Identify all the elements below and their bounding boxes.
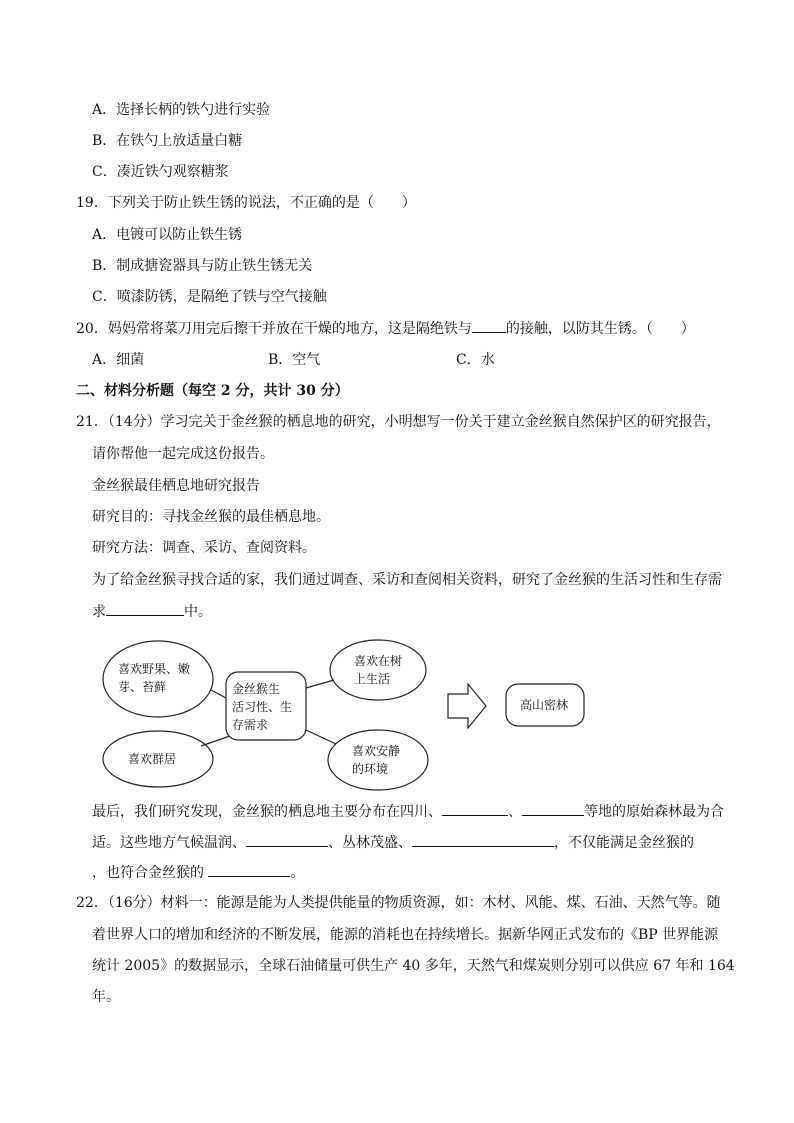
node-food-label: [118, 660, 190, 696]
node-quiet-line1: 喜欢安静: [352, 744, 401, 758]
report-title: 金丝猴最佳栖息地研究报告: [92, 478, 260, 494]
q21-blank-4[interactable]: [246, 832, 328, 847]
research-purpose: 研究目的：寻找金丝猴的最佳栖息地。: [92, 509, 330, 525]
q21-para2-after: 中。: [184, 604, 212, 620]
q18-option-b: B．在铁勺上放适量白糖: [92, 133, 243, 149]
q19-stem: 19．下列关于防止铁生锈的说法，不正确的是（ ）: [76, 195, 416, 211]
center-line3: 存需求: [232, 718, 269, 732]
node-food-line1: 喜欢野果、嫩: [118, 662, 191, 676]
q20-option-a: A．细菌: [92, 352, 145, 368]
section-title: 二、材料分析题（每空 2 分，共计 30 分）: [76, 383, 349, 399]
concl1-sep: 、: [508, 804, 522, 820]
q19-option-b: B．制成搪瓷器具与防止铁生锈无关: [92, 258, 313, 274]
concl3-after: 。: [290, 865, 305, 881]
q20-option-c: C．水: [456, 352, 495, 368]
q21-paragraph1: 为了给金丝猴寻找合适的家，我们通过调查、采访和查阅相关资料，研究了金丝猴的生活习性和生存需: [92, 572, 722, 588]
node-quiet-line2: 的环境: [352, 762, 389, 776]
research-method: 研究方法：调查、采访、查阅资料。: [92, 540, 316, 556]
q20-option-b: B．空气: [268, 352, 321, 368]
q21-blank-3[interactable]: [522, 801, 584, 816]
node-tree-label: [354, 652, 402, 688]
q20-stem-after: 的接触，以防其生锈。（ ）: [505, 321, 695, 337]
q21-conclusion-line3: [92, 862, 304, 883]
concl1-after: 等地的原始森林最为合: [584, 804, 724, 820]
q22-line4: 年。: [92, 989, 120, 1005]
center-node-label: [232, 680, 292, 734]
q18-option-a: A．选择长柄的铁勺进行实验: [92, 102, 271, 118]
node-quiet-label: [352, 742, 400, 778]
arrow-icon: [448, 684, 486, 728]
q22-line3: 统计 2005》的数据显示，全球石油储量可供生产 40 多年，天然气和煤炭则分别可以供应 67 年和 164: [92, 958, 735, 974]
concl3-before: ，也符合金丝猴的: [92, 865, 209, 881]
center-line1: 金丝猴生: [232, 682, 281, 696]
q19-option-c: C．喷漆防锈，是隔绝了铁与空气接触: [92, 289, 327, 305]
center-line2: 活习性、生: [232, 700, 293, 714]
q22-line2: 着世界人口的增加和经济的不断发展，能源的消耗也在持续增长。据新华网正式发布的《BP 世界能源: [92, 927, 719, 943]
node-tree-line1: 喜欢在树: [354, 654, 403, 668]
q20-stem-before: 20．妈妈常将菜刀用完后擦干并放在干燥的地方，这是隔绝铁与: [76, 321, 472, 337]
q21-para2-before: 求: [92, 604, 106, 620]
concl2-mid: 、丛林茂盛、: [328, 835, 412, 851]
q20-blank[interactable]: [472, 318, 506, 333]
concl1-before: 最后，我们研究发现，金丝猴的栖息地主要分布在四川、: [92, 804, 442, 820]
q18-option-c: C．凑近铁勺观察糖浆: [92, 164, 229, 180]
q20-stem: [76, 318, 695, 339]
node-tree-line2: 上生活: [354, 672, 391, 686]
q21-conclusion-line1: [92, 801, 724, 822]
q21-line1: 21．（14分）学习完关于金丝猴的栖息地的研究，小明想写一份关于建立金丝猴自然保护区的研究报告，: [76, 414, 721, 430]
q21-paragraph2: [92, 601, 212, 622]
q21-blank-5[interactable]: [412, 832, 554, 847]
concl2-after: ，不仅能满足金丝猴的: [554, 835, 694, 851]
habitat-mind-map: [96, 632, 616, 792]
q21-blank-1[interactable]: [106, 601, 184, 616]
concl2-before: 适。这些地方气候温润、: [92, 835, 246, 851]
result-node-label: 高山密林: [520, 698, 569, 712]
q22-line1: 22．（16分）材料一：能源是能为人类提供能量的物质资源，如：木材、风能、煤、石油、天然气等。随: [76, 895, 721, 911]
node-food-line2: 芽、苔藓: [118, 680, 167, 694]
node-group-label: 喜欢群居: [128, 752, 177, 766]
q19-option-a: A．电镀可以防止铁生锈: [92, 227, 243, 243]
q21-blank-6[interactable]: [208, 862, 290, 877]
q21-blank-2[interactable]: [442, 801, 508, 816]
q21-line2: 请你帮他一起完成这份报告。: [92, 446, 274, 462]
q21-conclusion-line2: [92, 832, 694, 853]
